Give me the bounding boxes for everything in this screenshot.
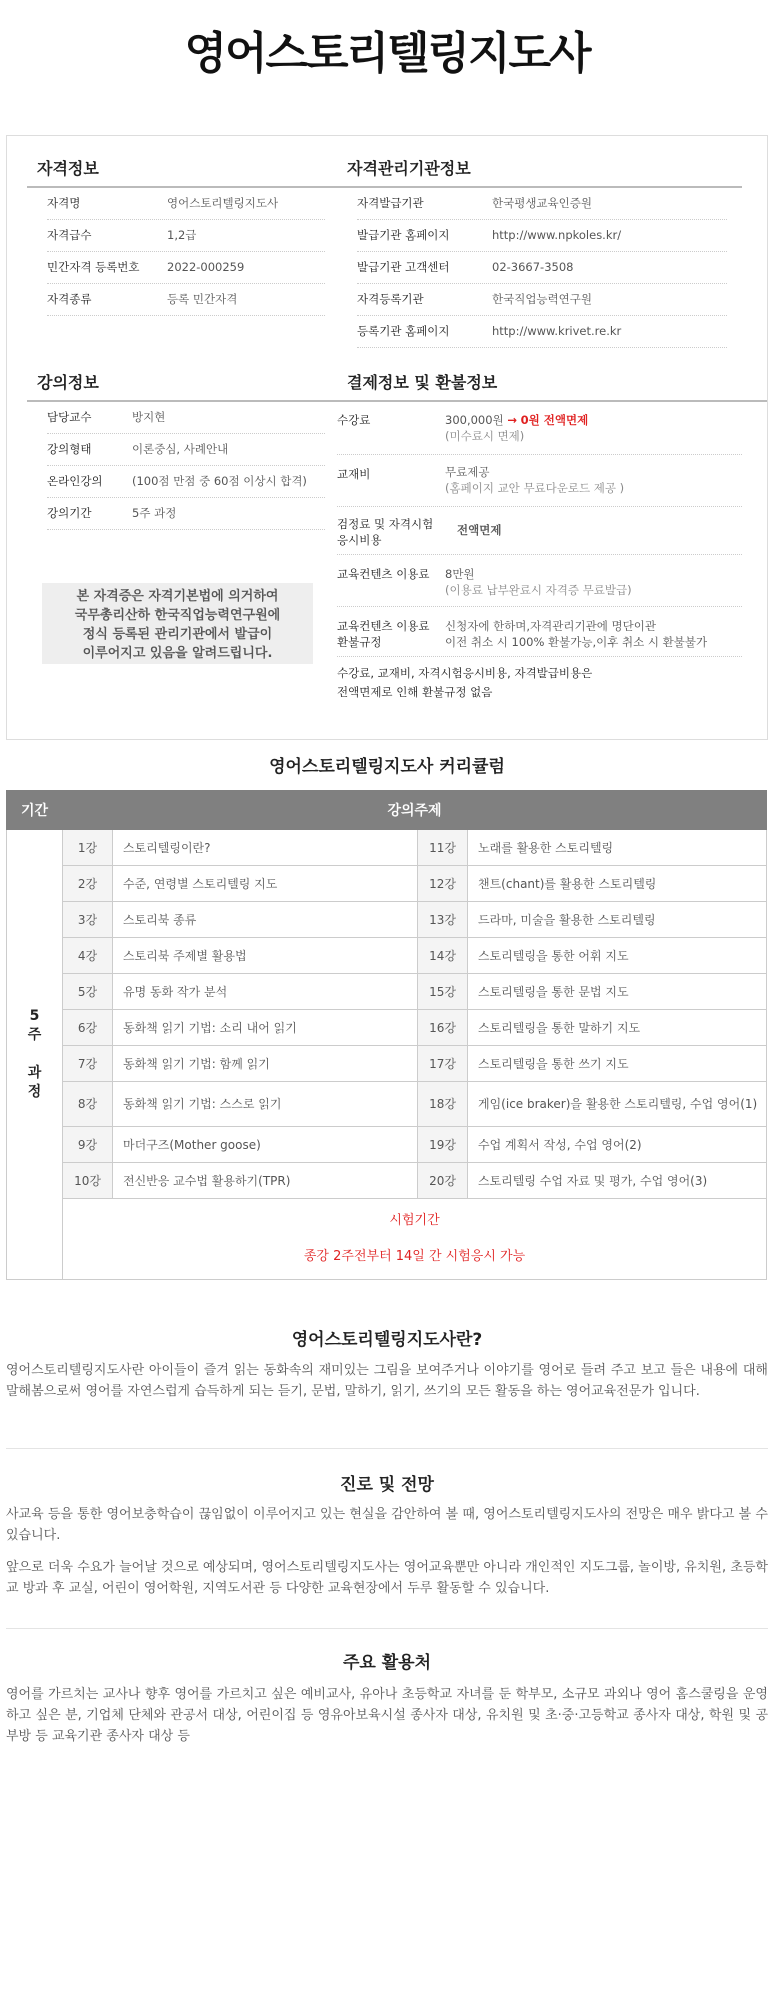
- notice-line: 이루어지고 있음을 알려드립니다.: [82, 646, 273, 661]
- period-text: 5: [29, 1008, 40, 1024]
- lesson-number: 19강: [418, 1127, 468, 1163]
- exam-text: 종강 2주전부터 14일 간 시험응시 가능: [303, 1249, 526, 1264]
- period-cell: [7, 830, 63, 1280]
- lesson-number: 18강: [418, 1082, 468, 1127]
- lesson-number: 11강: [418, 830, 468, 866]
- info-row: [357, 316, 727, 348]
- tuition-value: [445, 412, 588, 444]
- info-value: 등록 민간자격: [167, 292, 238, 306]
- lesson-topic: 챈트(chant)를 활용한 스토리텔링: [468, 866, 767, 902]
- lesson-number: 16강: [418, 1010, 468, 1046]
- lesson-number: 8강: [63, 1082, 113, 1127]
- curriculum-body: [7, 830, 767, 1280]
- info-row: [47, 402, 325, 434]
- info-box: [6, 135, 768, 740]
- qualification-heading: 자격정보: [27, 154, 340, 188]
- lesson-topic: 유명 동화 작가 분석: [113, 974, 418, 1010]
- table-row: [7, 1082, 767, 1127]
- career-title: 진로 및 전망: [340, 1475, 434, 1495]
- exam-fee-row: [337, 510, 742, 555]
- info-label: 민간자격 등록번호: [47, 260, 140, 274]
- refund-footnote: [337, 664, 592, 702]
- lesson-number: 4강: [63, 938, 113, 974]
- lesson-topic: 전신반응 교수법 활용하기(TPR): [113, 1163, 418, 1199]
- exam-fee-label-line: 응시비용: [337, 533, 382, 547]
- lesson-number: 10강: [63, 1163, 113, 1199]
- organization-heading: 자격관리기관정보: [337, 154, 742, 188]
- lesson-topic: 스토리텔링을 통한 말하기 지도: [468, 1010, 767, 1046]
- usage-title: 주요 활용처: [342, 1653, 432, 1673]
- refund-row: [337, 612, 742, 657]
- lesson-topic: 스토리북 주제별 활용법: [113, 938, 418, 974]
- career-text-2: 앞으로 더욱 수요가 늘어날 것으로 예상되며, 영어스토리텔링지도사는 영어교육뿐만 아니라 개인적인 지도그룹, 놀이방, 유치원, 초등학교 방과 후 교실, 어린이 영어학원, 지역도서관 등 다양한 교육현장에서 두루 활동할 수 있습니다.: [6, 1560, 768, 1596]
- info-row: [47, 252, 325, 284]
- page-title: 영어스토리텔링지도사: [184, 28, 590, 79]
- lesson-topic: 수업 계획서 작성, 수업 영어(2): [468, 1127, 767, 1163]
- info-label: 자격종류: [47, 292, 92, 306]
- info-value: 한국직업능력연구원: [492, 292, 592, 306]
- material-label: 교재비: [337, 467, 371, 481]
- table-row: [7, 1046, 767, 1082]
- table-row: [7, 938, 767, 974]
- content-fee-row: [337, 560, 742, 607]
- info-row: [357, 284, 727, 316]
- lesson-topic: 스토리텔링이란?: [113, 830, 418, 866]
- table-row: [7, 902, 767, 938]
- info-row: [47, 188, 325, 220]
- material-value: [445, 464, 624, 496]
- info-label: 온라인강의: [47, 474, 103, 488]
- lesson-number: 7강: [63, 1046, 113, 1082]
- career-text-1: 사교육 등을 통한 영어보충학습이 끊임없이 이루어지고 있는 현실을 감안하여 볼 때, 영어스토리텔링지도사의 전망은 매우 밝다고 볼 수 있습니다.: [6, 1507, 768, 1543]
- lesson-number: 15강: [418, 974, 468, 1010]
- tuition-row: [337, 408, 742, 455]
- lesson-number: 14강: [418, 938, 468, 974]
- lesson-topic: 드라마, 미술을 활용한 스토리텔링: [468, 902, 767, 938]
- lesson-topic: 동화책 읽기 기법: 함께 읽기: [113, 1046, 418, 1082]
- lesson-topic: 스토리텔링 수업 자료 및 평가, 수업 영어(3): [468, 1163, 767, 1199]
- lesson-number: 5강: [63, 974, 113, 1010]
- period-text: 주: [27, 1027, 42, 1043]
- lecture-heading: 강의정보: [27, 368, 340, 402]
- payment-heading: 결제정보 및 환불정보: [337, 368, 767, 402]
- about-title: 영어스토리텔링지도사란?: [291, 1330, 483, 1350]
- info-row: [357, 252, 727, 284]
- lesson-topic: 스토리텔링을 통한 문법 지도: [468, 974, 767, 1010]
- material-text: 무료제공: [445, 465, 490, 479]
- footnote-line: 전액면제로 인해 환불규정 없음: [337, 685, 493, 699]
- info-label: 자격명: [47, 196, 81, 210]
- lesson-number: 1강: [63, 830, 113, 866]
- arrow-icon: →: [507, 413, 517, 427]
- footnote-line: 수강료, 교재비, 자격시험응시비용, 자격발급비용은: [337, 666, 593, 680]
- notice-line: 정식 등록된 관리기관에서 발급이: [82, 627, 273, 642]
- usage-text: 영어를 가르치는 교사나 향후 영어를 가르치고 싶은 예비교사, 유아나 초등학교 자녀를 둔 학부모, 소규모 과외나 영어 홈스쿨링을 운영하고 싶은 분, 기업체 단체와 관공서 대상, 어린이집 등 영유아보육시설 종사자 대상, 유치원 및 초·중·고등학교 종사자 대상, 학원 및 공부방 등 교육기관 종사자 대상 등: [6, 1687, 768, 1744]
- table-row: [7, 1163, 767, 1199]
- lesson-topic: 동화책 읽기 기법: 소리 내어 읽기: [113, 1010, 418, 1046]
- notice-line: 본 자격증은 자격기본법에 의거하여: [76, 589, 279, 604]
- info-value: 이론중심, 사례안내: [132, 442, 229, 456]
- lesson-number: 6강: [63, 1010, 113, 1046]
- content-fee-text: 8만원: [445, 567, 475, 581]
- info-label: 강의기간: [47, 506, 92, 520]
- info-row: [357, 220, 727, 252]
- lesson-topic: 수준, 연령별 스토리텔링 지도: [113, 866, 418, 902]
- info-row: [357, 188, 727, 220]
- refund-value: [445, 618, 707, 650]
- lesson-number: 20강: [418, 1163, 468, 1199]
- lesson-number: 2강: [63, 866, 113, 902]
- lesson-topic: 마더구즈(Mother goose): [113, 1127, 418, 1163]
- material-row: [337, 458, 742, 507]
- table-row: [7, 1127, 767, 1163]
- notice-box: [42, 583, 313, 664]
- divider: [6, 1628, 768, 1629]
- exam-fee-label: [337, 516, 433, 548]
- info-value: 02-3667-3508: [492, 260, 574, 274]
- period-text: 과: [27, 1065, 42, 1081]
- content-fee-label: 교육컨텐츠 이용료: [337, 567, 430, 581]
- lesson-number: 13강: [418, 902, 468, 938]
- refund-label-line: 교육컨텐츠 이용료: [337, 619, 430, 633]
- info-label: 담당교수: [47, 410, 92, 424]
- info-label: 자격등록기관: [357, 292, 424, 306]
- content-fee-sub: (이용료 납부완료시 자격증 무료발급): [445, 583, 632, 597]
- info-row: [47, 434, 325, 466]
- info-value: 2022-000259: [167, 260, 245, 274]
- exam-title: 시험기간: [389, 1213, 440, 1228]
- info-label: 자격발급기관: [357, 196, 424, 210]
- exam-cell: [63, 1199, 767, 1280]
- curriculum-title: 영어스토리텔링지도사 커리큘럼: [269, 757, 505, 777]
- refund-value-line: 이전 취소 시 100% 환불가능,이후 취소 시 환불불가: [445, 635, 708, 649]
- lesson-topic: 스토리북 종류: [113, 902, 418, 938]
- tuition-sub: (미수료시 면제): [445, 429, 525, 443]
- info-value: 방지현: [132, 410, 166, 424]
- info-value: 5주 과정: [132, 506, 177, 520]
- period-header: 기간: [7, 791, 63, 830]
- info-value: 영어스토리텔링지도사: [167, 196, 279, 210]
- notice-line: 국무총리산하 한국직업능력연구원에: [74, 608, 281, 623]
- info-value: 1,2급: [167, 228, 197, 242]
- exam-fee-value: 전액면제: [457, 523, 502, 537]
- info-row: [47, 284, 325, 316]
- table-row: [7, 1010, 767, 1046]
- content-fee-value: [445, 566, 632, 598]
- homepage-link[interactable]: http://www.krivet.re.kr: [492, 324, 622, 338]
- tuition-free: 0원 전액면제: [520, 413, 589, 427]
- exam-row: [7, 1199, 767, 1280]
- info-value: (100점 만점 중 60점 이상시 합격): [132, 474, 307, 488]
- info-value: 한국평생교육인증원: [492, 196, 592, 210]
- lesson-number: 9강: [63, 1127, 113, 1163]
- info-row: [47, 220, 325, 252]
- homepage-link[interactable]: http://www.npkoles.kr/: [492, 228, 622, 242]
- tuition-price: 300,000원: [445, 413, 504, 427]
- table-row: [7, 974, 767, 1010]
- lesson-topic: 스토리텔링을 통한 쓰기 지도: [468, 1046, 767, 1082]
- info-label: 강의형태: [47, 442, 92, 456]
- divider: [6, 1448, 768, 1449]
- refund-label: [337, 618, 430, 650]
- about-text: 영어스토리텔링지도사란 아이들이 즐겨 읽는 동화속의 재미있는 그림을 보여주거나 이야기를 영어로 들려 주고 보고 들은 내용에 대해 말해봄으로써 영어를 자연스럽게 습득하게 되는 듣기, 문법, 말하기, 읽기, 쓰기의 모든 활동을 하는 영어교육전문가 입니다.: [6, 1363, 768, 1399]
- table-header-row: [7, 791, 767, 830]
- period-text: 정: [27, 1084, 42, 1100]
- info-label: 자격급수: [47, 228, 92, 242]
- lesson-number: 3강: [63, 902, 113, 938]
- lesson-topic: 동화책 읽기 기법: 스스로 읽기: [113, 1082, 418, 1127]
- info-label: 발급기관 홈페이지: [357, 228, 450, 242]
- lesson-number: 12강: [418, 866, 468, 902]
- info-label: 등록기관 홈페이지: [357, 324, 450, 338]
- payment-panel: [337, 368, 767, 738]
- material-sub: (홈페이지 교안 무료다운로드 제공 ): [445, 481, 625, 495]
- lesson-topic: 게임(ice braker)을 활용한 스토리텔링, 수업 영어(1): [468, 1082, 767, 1127]
- curriculum-table: [6, 790, 767, 1280]
- info-row: [47, 466, 325, 498]
- table-row: [7, 830, 767, 866]
- qualification-panel: [27, 154, 340, 316]
- topic-header: 강의주제: [63, 791, 767, 830]
- exam-fee-label-line: 검정료 및 자격시험: [337, 517, 434, 531]
- lecture-panel: [27, 368, 340, 530]
- refund-label-line: 환불규정: [337, 635, 382, 649]
- table-row: [7, 866, 767, 902]
- tuition-label: 수강료: [337, 413, 371, 427]
- lesson-topic: 노래를 활용한 스토리텔링: [468, 830, 767, 866]
- lesson-number: 17강: [418, 1046, 468, 1082]
- lesson-topic: 스토리텔링을 통한 어휘 지도: [468, 938, 767, 974]
- info-label: 발급기관 고객센터: [357, 260, 450, 274]
- organization-panel: [337, 154, 742, 348]
- refund-value-line: 신청자에 한하며,자격관리기관에 명단이관: [445, 619, 656, 633]
- info-row: [47, 498, 325, 530]
